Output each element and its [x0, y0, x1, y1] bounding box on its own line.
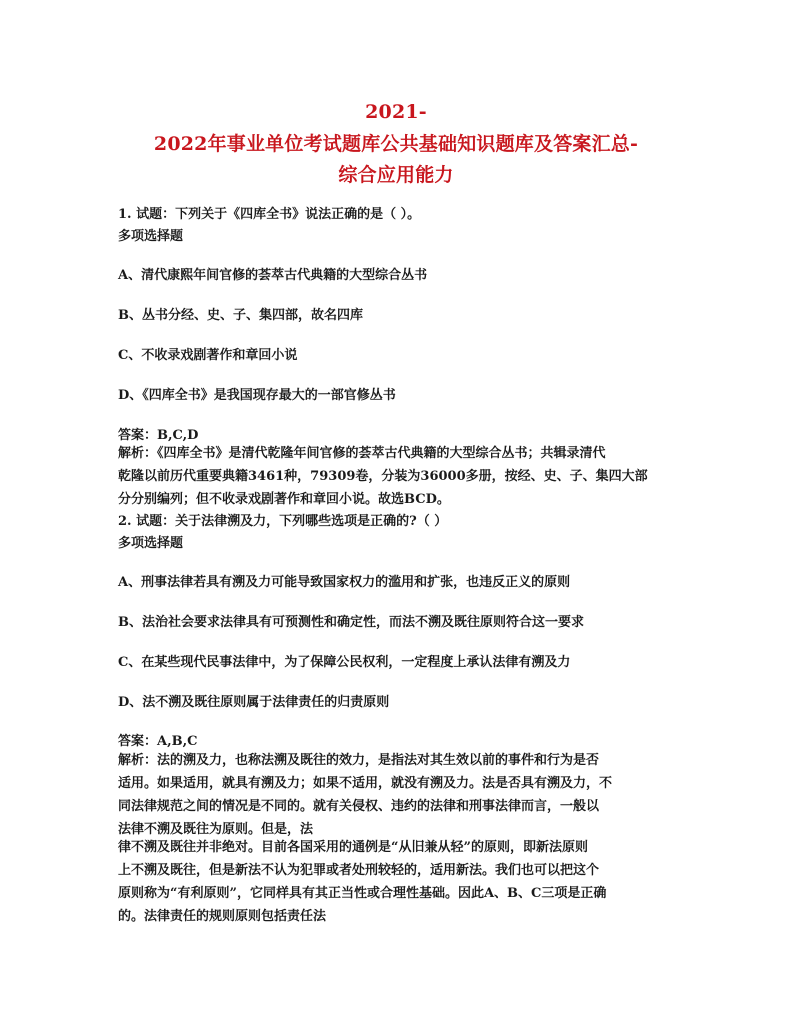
document-title-line-3: 综合应用能力	[338, 164, 454, 186]
question-2-analysis-line: 的。法律责任的规则原则包括责任法	[118, 909, 327, 924]
question-1-option-a: A、清代康熙年间官修的荟萃古代典籍的大型综合丛书	[118, 268, 428, 283]
question-2-option-d: D、法不溯及既往原则属于法律责任的归责原则	[118, 695, 390, 710]
question-2-option-b: B、法治社会要求法律具有可预测性和确定性，而法不溯及既往原则符合这一要求	[118, 615, 584, 630]
question-2-option-c: C、在某些现代民事法律中，为了保障公民权利，一定程度上承认法律有溯及力	[118, 655, 571, 670]
question-2-option-a: A、刑事法律若具有溯及力可能导致国家权力的滥用和扩张，也违反正义的原则	[118, 575, 571, 590]
question-1-answer: 答案：B,C,D	[118, 428, 199, 443]
question-1-analysis-line: 解析：《四库全书》是清代乾隆年间官修的荟萃古代典籍的大型综合丛书；共辑录清代	[118, 446, 606, 461]
question-2-analysis-line: 上不溯及既往，但是新法不认为犯罪或者处刑较轻的，适用新法。我们也可以把这个	[118, 863, 600, 878]
question-2-analysis-line: 同法律规范之间的情况是不同的。就有关侵权、违约的法律和刑事法律而言，一般以	[118, 799, 600, 814]
question-2-text: 2. 试题：关于法律溯及力，下列哪些选项是正确的?（ ）	[118, 514, 448, 529]
question-1-text: 1. 试题：下列关于《四库全书》说法正确的是（ ）。	[118, 207, 421, 222]
question-1-analysis-line: 乾隆以前历代重要典籍3461种，79309卷，分装为36000多册，按经、史、子、集四大部	[118, 469, 648, 484]
document-title-line-1: 2021-	[365, 101, 427, 123]
question-2-analysis-line: 适用。如果适用，就具有溯及力；如果不适用，就没有溯及力。法是否具有溯及力，不	[118, 776, 613, 791]
question-2-analysis-line: 解析：法的溯及力，也称法溯及既往的效力，是指法对其生效以前的事件和行为是否	[118, 753, 600, 768]
question-2-analysis-line: 律不溯及既往并非绝对。目前各国采用的通例是“从旧兼从轻”的原则，即新法原则	[118, 840, 588, 855]
question-2-type: 多项选择题	[118, 536, 184, 551]
question-2-analysis-line: 法律不溯及既往为原则。但是，法	[118, 822, 314, 837]
question-2-analysis-line: 原则称为“有利原则”，它同样具有其正当性或合理性基础。因此A、B、C三项是正确	[118, 886, 607, 901]
document-title-line-2: 2022年事业单位考试题库公共基础知识题库及答案汇总-	[153, 133, 639, 155]
question-2-answer: 答案：A,B,C	[118, 734, 198, 749]
question-1-option-b: B、丛书分经、史、子、集四部，故名四库	[118, 308, 363, 323]
question-1-option-c: C、不收录戏剧著作和章回小说	[118, 348, 298, 363]
question-1-analysis-line: 分分别编列；但不收录戏剧著作和章回小说。故选BCD。	[118, 492, 450, 507]
question-1-option-d: D、《四库全书》是我国现存最大的一部官修丛书	[118, 388, 396, 403]
question-1-type: 多项选择题	[118, 229, 184, 244]
